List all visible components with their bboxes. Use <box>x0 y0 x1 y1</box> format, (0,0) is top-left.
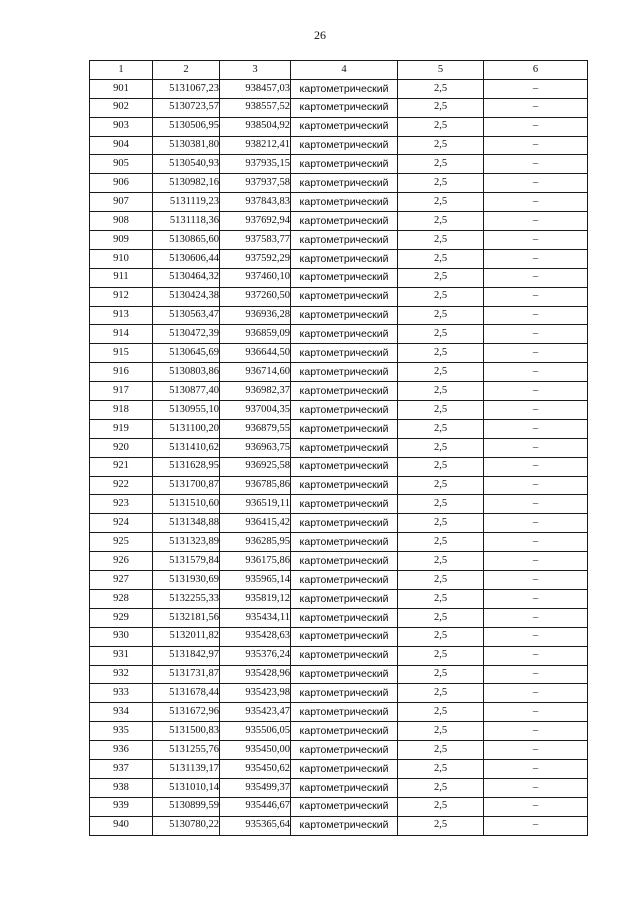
note-cell: – <box>484 495 588 514</box>
table-row <box>90 665 588 684</box>
table-row <box>90 476 588 495</box>
table-header-row <box>90 61 588 80</box>
x-coordinate-cell: 5131348,88 <box>153 514 220 533</box>
table-row <box>90 571 588 590</box>
accuracy-cell: 2,5 <box>398 741 484 760</box>
method-cell: картометрический <box>291 684 398 703</box>
table-row <box>90 552 588 571</box>
accuracy-cell: 2,5 <box>398 401 484 420</box>
method-cell: картометрический <box>291 722 398 741</box>
method-cell: картометрический <box>291 741 398 760</box>
y-coordinate-cell: 936175,86 <box>220 552 291 571</box>
method-cell: картометрический <box>291 703 398 722</box>
method-cell: картометрический <box>291 79 398 98</box>
x-coordinate-cell: 5131010,14 <box>153 778 220 797</box>
y-coordinate-cell: 935499,37 <box>220 778 291 797</box>
note-cell: – <box>484 287 588 306</box>
point-number-cell: 915 <box>90 344 153 363</box>
table-row <box>90 306 588 325</box>
x-coordinate-cell: 5130865,60 <box>153 231 220 250</box>
y-coordinate-cell: 936415,42 <box>220 514 291 533</box>
note-cell: – <box>484 212 588 231</box>
table-row <box>90 79 588 98</box>
y-coordinate-cell: 936963,75 <box>220 438 291 457</box>
x-coordinate-cell: 5131500,83 <box>153 722 220 741</box>
y-coordinate-cell: 936519,11 <box>220 495 291 514</box>
point-number-cell: 927 <box>90 571 153 590</box>
method-cell: картометрический <box>291 589 398 608</box>
table-row <box>90 759 588 778</box>
y-coordinate-cell: 935965,14 <box>220 571 291 590</box>
x-coordinate-cell: 5130803,86 <box>153 363 220 382</box>
point-number-cell: 934 <box>90 703 153 722</box>
point-number-cell: 903 <box>90 117 153 136</box>
y-coordinate-cell: 938557,52 <box>220 98 291 117</box>
method-cell: картометрический <box>291 249 398 268</box>
point-number-cell: 930 <box>90 627 153 646</box>
point-number-cell: 928 <box>90 589 153 608</box>
x-coordinate-cell: 5130381,80 <box>153 136 220 155</box>
x-coordinate-cell: 5130606,44 <box>153 249 220 268</box>
y-coordinate-cell: 938457,03 <box>220 79 291 98</box>
page-number: 26 <box>314 28 326 42</box>
point-number-cell: 904 <box>90 136 153 155</box>
point-number-cell: 919 <box>90 419 153 438</box>
y-coordinate-cell: 936859,09 <box>220 325 291 344</box>
y-coordinate-cell: 936879,55 <box>220 419 291 438</box>
point-number-cell: 909 <box>90 231 153 250</box>
y-coordinate-cell: 935450,00 <box>220 741 291 760</box>
accuracy-cell: 2,5 <box>398 533 484 552</box>
point-number-cell: 937 <box>90 759 153 778</box>
table-row <box>90 684 588 703</box>
x-coordinate-cell: 5131510,60 <box>153 495 220 514</box>
note-cell: – <box>484 98 588 117</box>
note-cell: – <box>484 419 588 438</box>
y-coordinate-cell: 935428,63 <box>220 627 291 646</box>
table-row <box>90 722 588 741</box>
x-coordinate-cell: 5131118,36 <box>153 212 220 231</box>
method-cell: картометрический <box>291 212 398 231</box>
method-cell: картометрический <box>291 306 398 325</box>
note-cell: – <box>484 608 588 627</box>
point-number-cell: 926 <box>90 552 153 571</box>
x-coordinate-cell: 5131119,23 <box>153 193 220 212</box>
table-row <box>90 589 588 608</box>
note-cell: – <box>484 778 588 797</box>
note-cell: – <box>484 306 588 325</box>
method-cell: картометрический <box>291 193 398 212</box>
accuracy-cell: 2,5 <box>398 684 484 703</box>
table-row <box>90 816 588 835</box>
method-cell: картометрический <box>291 174 398 193</box>
accuracy-cell: 2,5 <box>398 117 484 136</box>
method-cell: картометрический <box>291 344 398 363</box>
x-coordinate-cell: 5131323,89 <box>153 533 220 552</box>
note-cell: – <box>484 816 588 835</box>
accuracy-cell: 2,5 <box>398 627 484 646</box>
point-number-cell: 921 <box>90 457 153 476</box>
note-cell: – <box>484 759 588 778</box>
y-coordinate-cell: 935819,12 <box>220 589 291 608</box>
method-cell: картометрический <box>291 495 398 514</box>
point-number-cell: 932 <box>90 665 153 684</box>
accuracy-cell: 2,5 <box>398 382 484 401</box>
point-number-cell: 924 <box>90 514 153 533</box>
point-number-cell: 902 <box>90 98 153 117</box>
x-coordinate-cell: 5130723,57 <box>153 98 220 117</box>
point-number-cell: 911 <box>90 268 153 287</box>
table-row <box>90 627 588 646</box>
x-coordinate-cell: 5131731,87 <box>153 665 220 684</box>
method-cell: картометрический <box>291 778 398 797</box>
note-cell: – <box>484 438 588 457</box>
column-header: 5 <box>398 61 484 80</box>
table-row <box>90 268 588 287</box>
accuracy-cell: 2,5 <box>398 155 484 174</box>
x-coordinate-cell: 5130472,39 <box>153 325 220 344</box>
y-coordinate-cell: 935365,64 <box>220 816 291 835</box>
note-cell: – <box>484 79 588 98</box>
note-cell: – <box>484 231 588 250</box>
method-cell: картометрический <box>291 98 398 117</box>
x-coordinate-cell: 5131139,17 <box>153 759 220 778</box>
accuracy-cell: 2,5 <box>398 722 484 741</box>
accuracy-cell: 2,5 <box>398 778 484 797</box>
accuracy-cell: 2,5 <box>398 249 484 268</box>
table-row <box>90 419 588 438</box>
note-cell: – <box>484 627 588 646</box>
method-cell: картометрический <box>291 136 398 155</box>
accuracy-cell: 2,5 <box>398 571 484 590</box>
y-coordinate-cell: 936982,37 <box>220 382 291 401</box>
table-row <box>90 325 588 344</box>
method-cell: картометрический <box>291 514 398 533</box>
table-row <box>90 231 588 250</box>
note-cell: – <box>484 174 588 193</box>
x-coordinate-cell: 5130540,93 <box>153 155 220 174</box>
x-coordinate-cell: 5130464,32 <box>153 268 220 287</box>
table-row <box>90 249 588 268</box>
accuracy-cell: 2,5 <box>398 703 484 722</box>
y-coordinate-cell: 936714,60 <box>220 363 291 382</box>
table-body <box>90 79 588 835</box>
x-coordinate-cell: 5130955,10 <box>153 401 220 420</box>
table-row <box>90 117 588 136</box>
point-number-cell: 925 <box>90 533 153 552</box>
method-cell: картометрический <box>291 571 398 590</box>
note-cell: – <box>484 514 588 533</box>
y-coordinate-cell: 938212,41 <box>220 136 291 155</box>
point-number-cell: 912 <box>90 287 153 306</box>
y-coordinate-cell: 938504,92 <box>220 117 291 136</box>
accuracy-cell: 2,5 <box>398 589 484 608</box>
method-cell: картометрический <box>291 155 398 174</box>
table-row <box>90 457 588 476</box>
note-cell: – <box>484 117 588 136</box>
y-coordinate-cell: 937692,94 <box>220 212 291 231</box>
x-coordinate-cell: 5131067,23 <box>153 79 220 98</box>
method-cell: картометрический <box>291 287 398 306</box>
x-coordinate-cell: 5132181,56 <box>153 608 220 627</box>
accuracy-cell: 2,5 <box>398 797 484 816</box>
accuracy-cell: 2,5 <box>398 325 484 344</box>
point-number-cell: 931 <box>90 646 153 665</box>
accuracy-cell: 2,5 <box>398 419 484 438</box>
x-coordinate-cell: 5132255,33 <box>153 589 220 608</box>
note-cell: – <box>484 136 588 155</box>
note-cell: – <box>484 401 588 420</box>
method-cell: картометрический <box>291 419 398 438</box>
y-coordinate-cell: 936785,86 <box>220 476 291 495</box>
table-row <box>90 363 588 382</box>
accuracy-cell: 2,5 <box>398 306 484 325</box>
accuracy-cell: 2,5 <box>398 363 484 382</box>
point-number-cell: 940 <box>90 816 153 835</box>
note-cell: – <box>484 268 588 287</box>
y-coordinate-cell: 936644,50 <box>220 344 291 363</box>
method-cell: картометрический <box>291 231 398 250</box>
y-coordinate-cell: 936285,95 <box>220 533 291 552</box>
x-coordinate-cell: 5132011,82 <box>153 627 220 646</box>
table-row <box>90 98 588 117</box>
note-cell: – <box>484 571 588 590</box>
point-number-cell: 918 <box>90 401 153 420</box>
method-cell: картометрический <box>291 646 398 665</box>
point-number-cell: 929 <box>90 608 153 627</box>
y-coordinate-cell: 936936,28 <box>220 306 291 325</box>
accuracy-cell: 2,5 <box>398 646 484 665</box>
table-row <box>90 382 588 401</box>
y-coordinate-cell: 935423,98 <box>220 684 291 703</box>
method-cell: картометрический <box>291 476 398 495</box>
x-coordinate-cell: 5131700,87 <box>153 476 220 495</box>
table-row <box>90 438 588 457</box>
note-cell: – <box>484 382 588 401</box>
table-row <box>90 533 588 552</box>
accuracy-cell: 2,5 <box>398 79 484 98</box>
method-cell: картометрический <box>291 268 398 287</box>
accuracy-cell: 2,5 <box>398 816 484 835</box>
table-row <box>90 136 588 155</box>
method-cell: картометрический <box>291 608 398 627</box>
note-cell: – <box>484 797 588 816</box>
method-cell: картометрический <box>291 816 398 835</box>
point-number-cell: 906 <box>90 174 153 193</box>
table-row <box>90 778 588 797</box>
x-coordinate-cell: 5130645,69 <box>153 344 220 363</box>
method-cell: картометрический <box>291 797 398 816</box>
note-cell: – <box>484 684 588 703</box>
table-row <box>90 741 588 760</box>
column-header: 3 <box>220 61 291 80</box>
x-coordinate-cell: 5131100,20 <box>153 419 220 438</box>
x-coordinate-cell: 5131678,44 <box>153 684 220 703</box>
accuracy-cell: 2,5 <box>398 608 484 627</box>
table-row <box>90 797 588 816</box>
accuracy-cell: 2,5 <box>398 665 484 684</box>
table-row <box>90 495 588 514</box>
accuracy-cell: 2,5 <box>398 287 484 306</box>
note-cell: – <box>484 325 588 344</box>
method-cell: картометрический <box>291 363 398 382</box>
accuracy-cell: 2,5 <box>398 231 484 250</box>
point-number-cell: 901 <box>90 79 153 98</box>
x-coordinate-cell: 5131842,97 <box>153 646 220 665</box>
accuracy-cell: 2,5 <box>398 438 484 457</box>
y-coordinate-cell: 937937,58 <box>220 174 291 193</box>
y-coordinate-cell: 935376,24 <box>220 646 291 665</box>
point-number-cell: 922 <box>90 476 153 495</box>
method-cell: картометрический <box>291 117 398 136</box>
note-cell: – <box>484 476 588 495</box>
x-coordinate-cell: 5130899,59 <box>153 797 220 816</box>
accuracy-cell: 2,5 <box>398 552 484 571</box>
accuracy-cell: 2,5 <box>398 98 484 117</box>
point-number-cell: 923 <box>90 495 153 514</box>
method-cell: картометрический <box>291 627 398 646</box>
accuracy-cell: 2,5 <box>398 268 484 287</box>
table-row <box>90 514 588 533</box>
y-coordinate-cell: 935423,47 <box>220 703 291 722</box>
x-coordinate-cell: 5130563,47 <box>153 306 220 325</box>
point-number-cell: 907 <box>90 193 153 212</box>
note-cell: – <box>484 363 588 382</box>
note-cell: – <box>484 589 588 608</box>
method-cell: картометрический <box>291 533 398 552</box>
method-cell: картометрический <box>291 457 398 476</box>
point-number-cell: 936 <box>90 741 153 760</box>
column-header: 6 <box>484 61 588 80</box>
y-coordinate-cell: 935450,62 <box>220 759 291 778</box>
x-coordinate-cell: 5130424,38 <box>153 287 220 306</box>
method-cell: картометрический <box>291 401 398 420</box>
table-row <box>90 344 588 363</box>
accuracy-cell: 2,5 <box>398 759 484 778</box>
note-cell: – <box>484 193 588 212</box>
point-number-cell: 914 <box>90 325 153 344</box>
x-coordinate-cell: 5130982,16 <box>153 174 220 193</box>
note-cell: – <box>484 457 588 476</box>
point-number-cell: 905 <box>90 155 153 174</box>
y-coordinate-cell: 937935,15 <box>220 155 291 174</box>
y-coordinate-cell: 935506,05 <box>220 722 291 741</box>
x-coordinate-cell: 5131930,69 <box>153 571 220 590</box>
y-coordinate-cell: 937004,35 <box>220 401 291 420</box>
note-cell: – <box>484 155 588 174</box>
column-header: 2 <box>153 61 220 80</box>
y-coordinate-cell: 937843,83 <box>220 193 291 212</box>
note-cell: – <box>484 741 588 760</box>
point-number-cell: 935 <box>90 722 153 741</box>
accuracy-cell: 2,5 <box>398 344 484 363</box>
accuracy-cell: 2,5 <box>398 514 484 533</box>
x-coordinate-cell: 5131628,95 <box>153 457 220 476</box>
table-row <box>90 401 588 420</box>
note-cell: – <box>484 533 588 552</box>
x-coordinate-cell: 5130780,22 <box>153 816 220 835</box>
table-row <box>90 646 588 665</box>
note-cell: – <box>484 552 588 571</box>
point-number-cell: 916 <box>90 363 153 382</box>
x-coordinate-cell: 5131579,84 <box>153 552 220 571</box>
y-coordinate-cell: 937460,10 <box>220 268 291 287</box>
x-coordinate-cell: 5131410,62 <box>153 438 220 457</box>
note-cell: – <box>484 722 588 741</box>
y-coordinate-cell: 936925,58 <box>220 457 291 476</box>
y-coordinate-cell: 935428,96 <box>220 665 291 684</box>
table-row <box>90 212 588 231</box>
table-row <box>90 174 588 193</box>
point-number-cell: 917 <box>90 382 153 401</box>
table-row <box>90 703 588 722</box>
accuracy-cell: 2,5 <box>398 457 484 476</box>
method-cell: картометрический <box>291 438 398 457</box>
column-header: 1 <box>90 61 153 80</box>
accuracy-cell: 2,5 <box>398 476 484 495</box>
method-cell: картометрический <box>291 665 398 684</box>
x-coordinate-cell: 5131672,96 <box>153 703 220 722</box>
accuracy-cell: 2,5 <box>398 212 484 231</box>
column-header: 4 <box>291 61 398 80</box>
point-number-cell: 933 <box>90 684 153 703</box>
point-number-cell: 939 <box>90 797 153 816</box>
accuracy-cell: 2,5 <box>398 136 484 155</box>
method-cell: картометрический <box>291 552 398 571</box>
y-coordinate-cell: 937260,50 <box>220 287 291 306</box>
x-coordinate-cell: 5130877,40 <box>153 382 220 401</box>
method-cell: картометрический <box>291 759 398 778</box>
point-number-cell: 920 <box>90 438 153 457</box>
accuracy-cell: 2,5 <box>398 495 484 514</box>
method-cell: картометрический <box>291 382 398 401</box>
y-coordinate-cell: 935434,11 <box>220 608 291 627</box>
table-row <box>90 608 588 627</box>
note-cell: – <box>484 703 588 722</box>
note-cell: – <box>484 249 588 268</box>
x-coordinate-cell: 5131255,76 <box>153 741 220 760</box>
note-cell: – <box>484 646 588 665</box>
y-coordinate-cell: 935446,67 <box>220 797 291 816</box>
table-row <box>90 155 588 174</box>
accuracy-cell: 2,5 <box>398 193 484 212</box>
table-row <box>90 287 588 306</box>
point-number-cell: 908 <box>90 212 153 231</box>
accuracy-cell: 2,5 <box>398 174 484 193</box>
point-number-cell: 910 <box>90 249 153 268</box>
coordinates-table <box>89 60 588 836</box>
point-number-cell: 938 <box>90 778 153 797</box>
point-number-cell: 913 <box>90 306 153 325</box>
y-coordinate-cell: 937592,29 <box>220 249 291 268</box>
y-coordinate-cell: 937583,77 <box>220 231 291 250</box>
note-cell: – <box>484 344 588 363</box>
x-coordinate-cell: 5130506,95 <box>153 117 220 136</box>
note-cell: – <box>484 665 588 684</box>
table-row <box>90 193 588 212</box>
method-cell: картометрический <box>291 325 398 344</box>
